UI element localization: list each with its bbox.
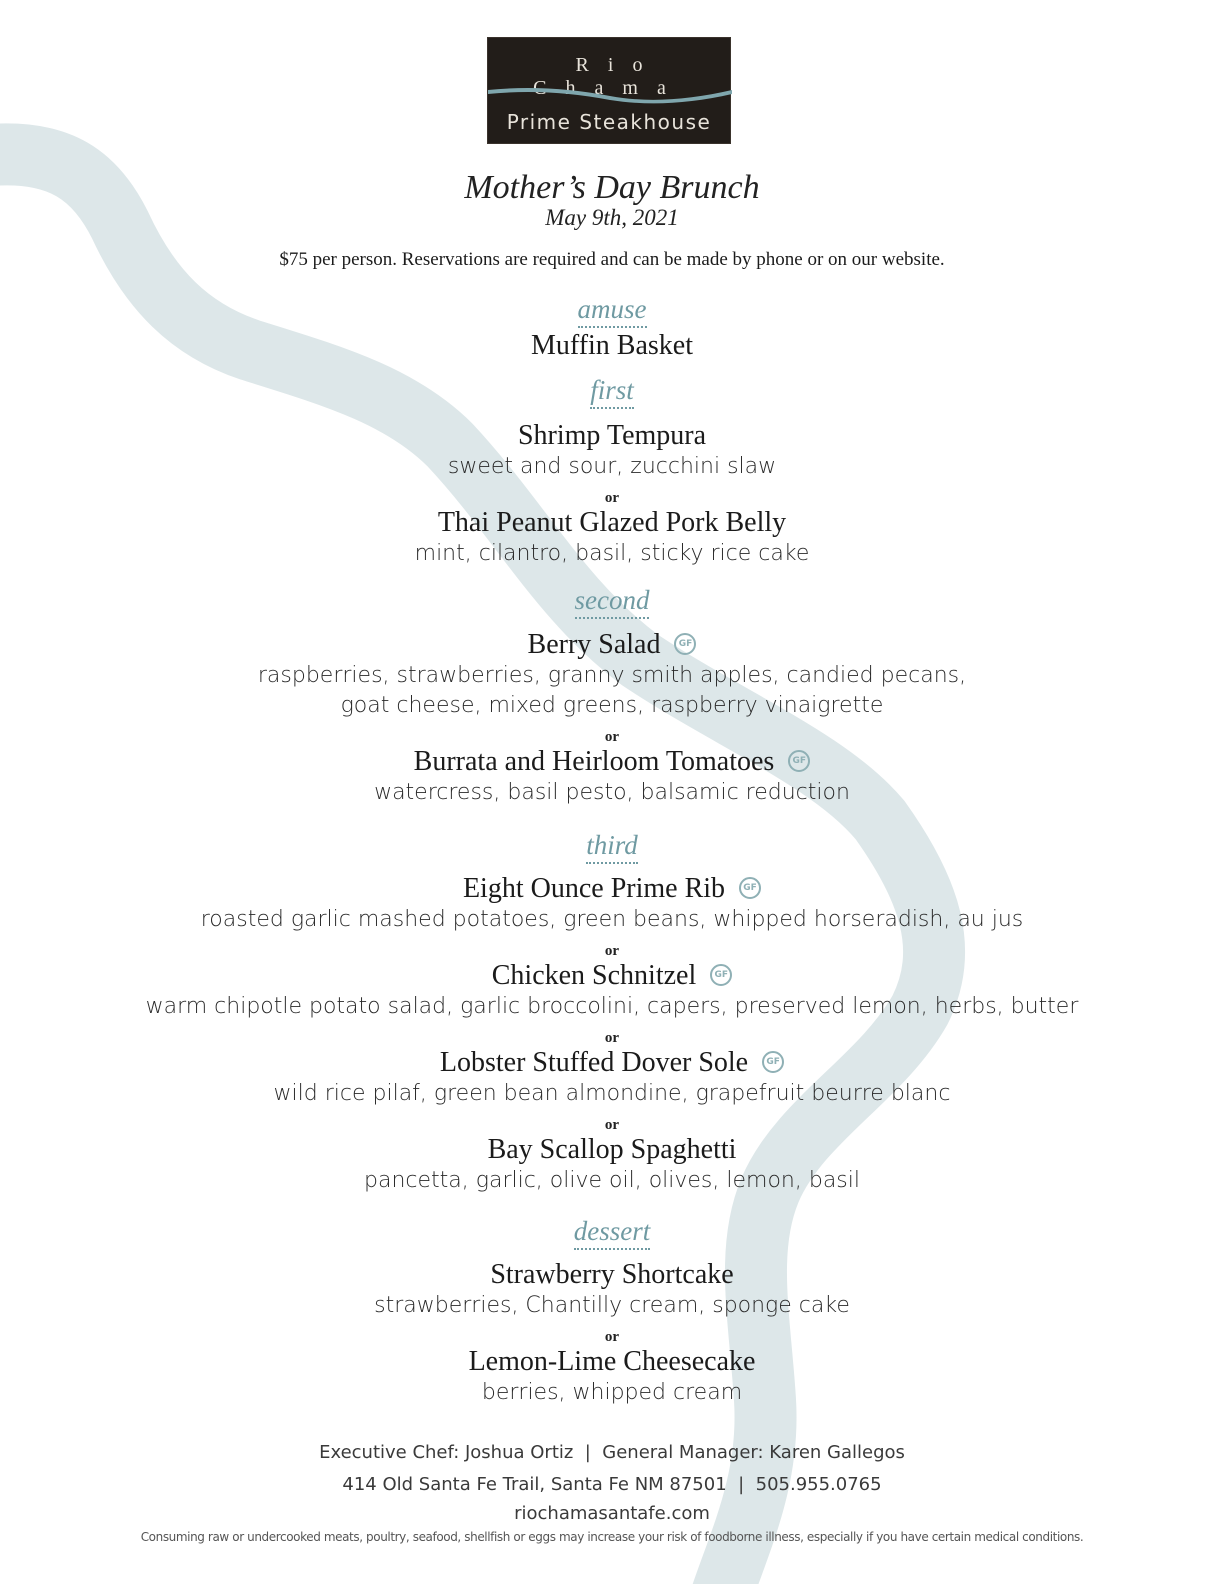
dish-row xyxy=(0,629,1224,661)
dish-name: Muffin Basket xyxy=(530,330,694,361)
dish-description: roasted garlic mashed potatoes, green beans, whipped horseradish, au jus xyxy=(200,907,1024,932)
dish-row xyxy=(0,1047,1224,1079)
dish-name: Thai Peanut Glazed Pork Belly xyxy=(437,507,787,538)
dish-name: Lemon-Lime Cheesecake xyxy=(468,1346,756,1377)
section-heading-first: first xyxy=(0,375,1224,409)
section-heading-second: second xyxy=(0,585,1224,619)
section-heading-dessert: dessert xyxy=(0,1216,1224,1250)
dish-description: watercress, basil pesto, balsamic reduction xyxy=(374,780,850,805)
or-separator: or xyxy=(604,1117,620,1133)
page-title: Mother’s Day Brunch xyxy=(464,169,760,206)
event-date: May 9th, 2021 xyxy=(545,205,679,230)
dish-description: raspberries, strawberries, granny smith apples, candied pecans, xyxy=(257,663,967,688)
gluten-free-icon: GF xyxy=(710,964,732,986)
dish-name: Chicken Schnitzel xyxy=(491,960,697,991)
dish-name: Shrimp Tempura xyxy=(517,420,707,451)
or-separator: or xyxy=(604,1030,620,1046)
gluten-free-icon: GF xyxy=(762,1051,784,1073)
or-separator: or xyxy=(604,490,620,506)
restaurant-logo xyxy=(487,37,731,144)
logo-name: Rio Chama xyxy=(533,54,685,99)
or-separator: or xyxy=(604,1329,620,1345)
gluten-free-icon: GF xyxy=(674,633,696,655)
dish-description: goat cheese, mixed greens, raspberry vinaigrette xyxy=(340,693,884,718)
dish-name: Berry Salad xyxy=(527,629,661,660)
or-separator: or xyxy=(604,729,620,745)
logo-tagline: Prime Steakhouse xyxy=(506,110,712,134)
health-disclaimer: Consuming raw or undercooked meats, poultry, seafood, shellfish or eggs may increase your risk of foodborne illness, especially if you have certain medical conditions. xyxy=(140,1530,1084,1544)
logo-wave xyxy=(488,84,732,106)
dish-row xyxy=(0,960,1224,992)
dish-name: Burrata and Heirloom Tomatoes xyxy=(413,746,775,777)
dish-name: Lobster Stuffed Dover Sole xyxy=(439,1047,749,1078)
dish-description: warm chipotle potato salad, garlic broccolini, capers, preserved lemon, herbs, butter xyxy=(145,994,1079,1019)
dish-description: pancetta, garlic, olive oil, olives, lemon, basil xyxy=(364,1168,860,1193)
reservation-notice: $75 per person. Reservations are required and can be made by phone or on our website. xyxy=(279,249,945,270)
address-phone: 414 Old Santa Fe Trail, Santa Fe NM 87501 | 505.955.0765 xyxy=(342,1474,882,1495)
section-heading-amuse: amuse xyxy=(0,294,1224,328)
dish-description: sweet and sour, zucchini slaw xyxy=(447,454,777,479)
website-link[interactable]: riochamasantafe.com xyxy=(514,1503,710,1524)
dish-name: Eight Ounce Prime Rib xyxy=(462,873,726,904)
or-separator: or xyxy=(604,943,620,959)
dish-name: Bay Scallop Spaghetti xyxy=(487,1134,737,1165)
dish-description: wild rice pilaf, green bean almondine, grapefruit beurre blanc xyxy=(273,1081,951,1106)
staff-credits: Executive Chef: Joshua Ortiz | General Manager: Karen Gallegos xyxy=(319,1442,905,1463)
gluten-free-icon: GF xyxy=(739,877,761,899)
dish-name: Strawberry Shortcake xyxy=(490,1259,734,1290)
dish-description: strawberries, Chantilly cream, sponge cake xyxy=(374,1293,850,1318)
dish-row xyxy=(0,873,1224,905)
dish-description: mint, cilantro, basil, sticky rice cake xyxy=(414,541,810,566)
section-heading-third: third xyxy=(0,830,1224,864)
dish-row xyxy=(0,746,1224,778)
gluten-free-icon: GF xyxy=(788,750,810,772)
dish-description: berries, whipped cream xyxy=(481,1380,743,1405)
